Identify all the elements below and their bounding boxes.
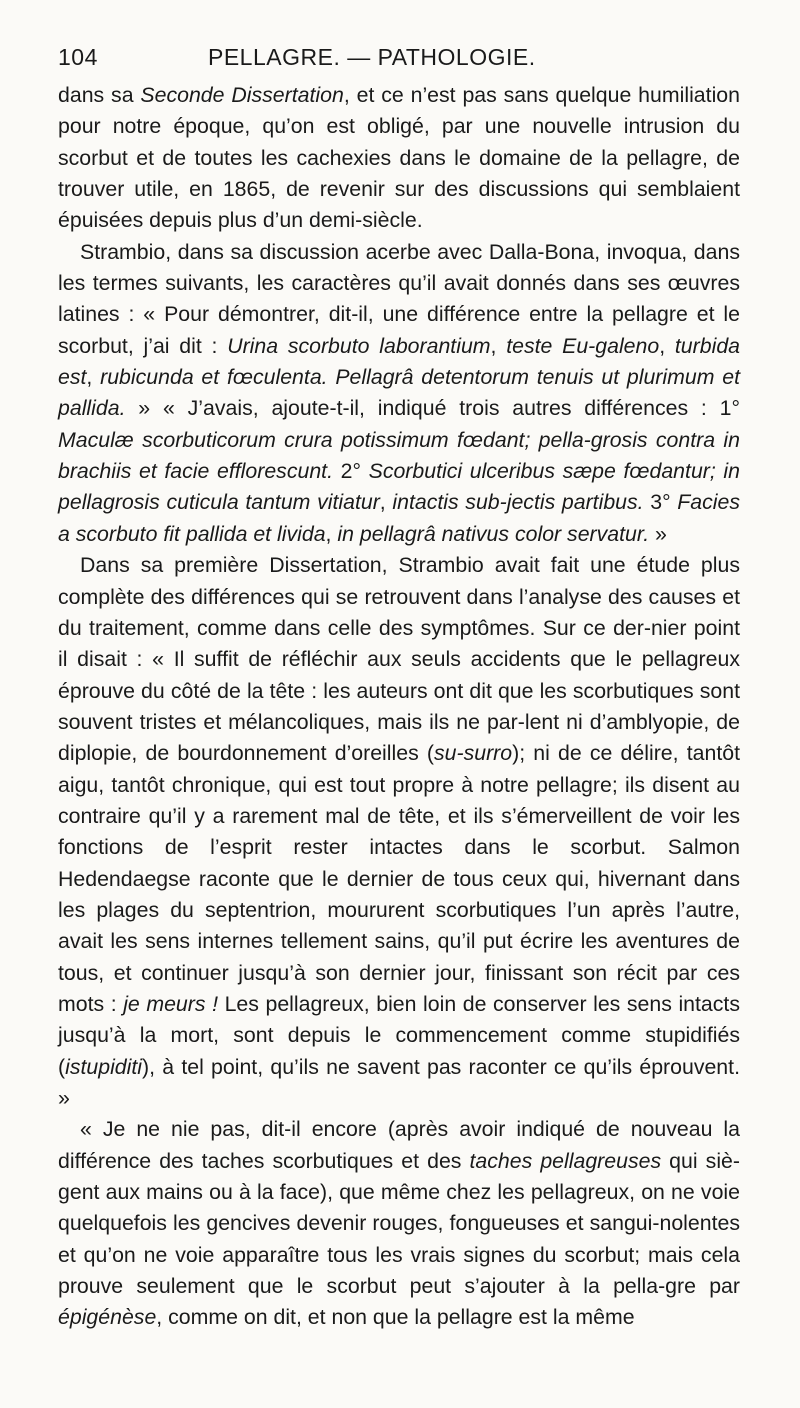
paragraph (58, 550, 740, 1114)
text-run: , comme on dit, et non que la pellagre est la même (156, 1305, 635, 1330)
italic-run: turbida est (58, 333, 741, 390)
page-number: 104 (58, 44, 98, 70)
text-run: qui siè-gent aux mains ou à la face), que même chez les pellagreux, on ne voie quelquefois les gencives devenir rouges, fongueuses et sangui-nolentes et qu’on ne voie apparaître tous les vrais signes du scorbut; mais cela prouve seulement que le scorbut peut s’ajouter à la pella-gre par (58, 1148, 740, 1299)
italic-run: teste Eu-galeno (506, 333, 660, 358)
paragraph (58, 80, 740, 237)
text-run: , (325, 521, 338, 546)
text-run: ); ni de ce délire, tantôt aigu, tantôt chronique, qui est tout propre à notre pellagre; ils disent au contraire qu’il y a rarement mal de tête, et ils s’émerveillent de voir les fonctions de l’esprit rester intactes dans le scorbut. Salmon Hedendaegse raconte que le dernier de tous ceux qui, hivernant dans les plages du septentrion, moururent scorbutiques l’un après l’autre, avait les sens internes tellement sains, qu’il put écrire les aventures de tous, et continuer jusqu’à son dernier jour, finissant son récit par ces mots : (58, 741, 740, 1016)
text-run: , (659, 333, 675, 358)
text-run: Strambio, dans sa discussion acerbe avec Dalla-Bona, invoqua, dans les termes suivants, les caractères qu’il avait donnés dans ses œuvres latines : « Pour démontrer, dit-il, une différence entre la pellagre et le scorbut, j’ai dit : (58, 239, 740, 358)
text-run: dans sa (58, 83, 141, 107)
running-title: PELLAGRE. — PATHOLOGIE. (208, 44, 536, 70)
italic-run: in pellagrâ nativus color servatur. (337, 521, 650, 546)
italic-run: istupiditi (65, 1054, 143, 1079)
text-run: , (379, 490, 393, 515)
text-run: , (490, 333, 507, 358)
italic-run: taches pellagreuses (469, 1148, 662, 1173)
italic-run: je meurs ! (123, 991, 218, 1016)
text-run: » (649, 521, 667, 546)
italic-run: Urina scorbuto laborantium (227, 333, 491, 358)
italic-run: intactis sub-jectis partibus. (392, 490, 644, 515)
text-run: Dans sa première Dissertation, Strambio avait fait une étude plus complète des différences qui se retrouvent dans l’analyse des causes et du traitement, comme dans celle des symptômes. Sur ce der-nier point il disait : « Il suffit de réfléchir aux seuls accidents que le pellagreux éprouve du côté de la tête : les auteurs ont dit que les scorbutiques sont souvent tristes et mélancoliques, mais ils ne par-lent ni d’amblyopie, de diplopie, de bourdonnement d’oreilles ( (58, 553, 740, 766)
paragraph (58, 237, 740, 550)
italic-run: Maculæ scorbuticorum crura potissimum fœdant; pella-grosis contra in brachiis et facie efflorescunt. (58, 427, 740, 484)
paragraph (58, 1114, 740, 1333)
italic-run: su-surro (434, 741, 513, 766)
text-run: , et ce n’est pas sans quelque humiliation pour notre époque, qu’on est obligé, par une nouvelle intrusion du scorbut et de toutes les cachexies dans le domaine de la pellagre, de trouver utile, en 1865, de revenir sur des discussions qui semblaient épuisées depuis plus d’un demi-siècle. (58, 83, 740, 233)
body-text (58, 80, 740, 1334)
italic-run: Scorbutici ulceribus sæpe fœdantur; in pellagrosis cuticula tantum vitiatur (58, 459, 740, 515)
italic-run: épigénèse (58, 1305, 157, 1330)
text-run: , (86, 365, 101, 390)
text-run: » « J’avais, ajoute-t-il, indiqué trois autres différences : 1° (125, 396, 740, 421)
text-run: « Je ne nie pas, dit-il encore (après avoir indiqué de nouveau la différence des taches scorbutiques et des (58, 1117, 740, 1173)
text-run: ), à tel point, qu’ils ne savent pas raconter ce qu’ils éprouvent. » (58, 1054, 740, 1110)
text-run: 3° (643, 490, 678, 515)
running-header (58, 44, 740, 80)
text-run: Les pellagreux, bien loin de conserver les sens intacts jusqu’à la mort, sont depuis le commencement comme stupidifiés ( (58, 991, 740, 1079)
italic-run: rubicunda et fœculenta. Pellagrâ detentorum tenuis ut plurimum et pallida. (58, 365, 740, 421)
text-run: 2° (333, 459, 369, 484)
italic-run: Facies a scorbuto fit pallida et livida (58, 490, 740, 546)
italic-run: Seconde Dissertation (140, 83, 344, 107)
